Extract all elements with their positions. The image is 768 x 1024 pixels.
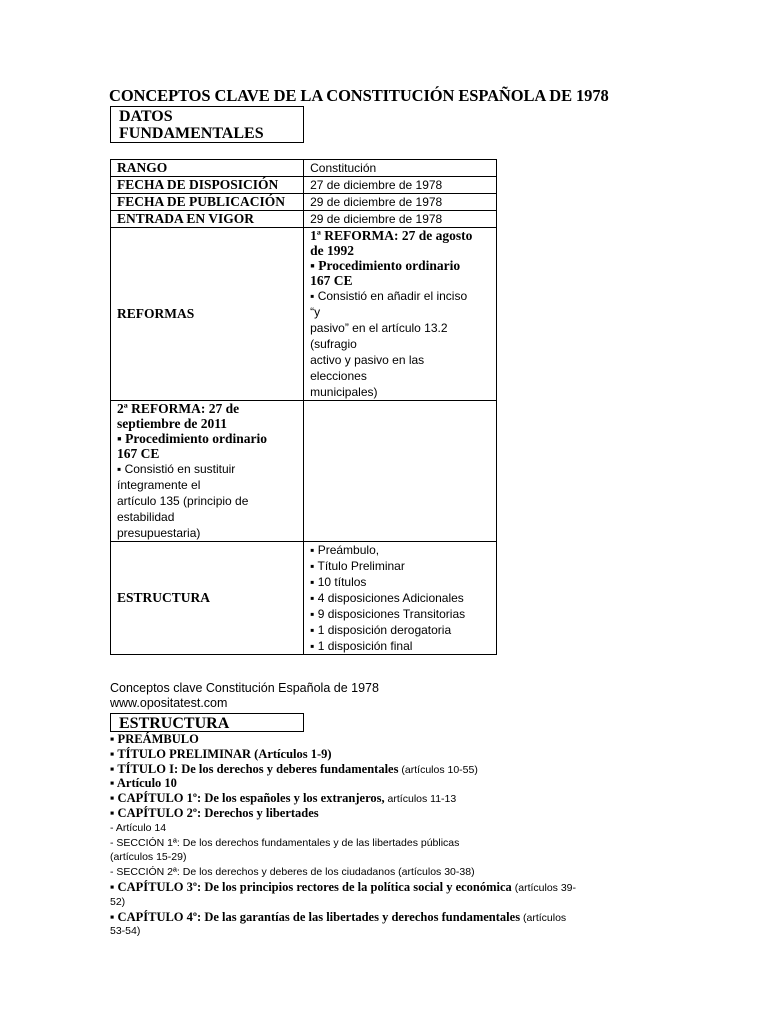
table-row-rango	[111, 160, 497, 177]
reforma1-line: “y	[310, 305, 321, 319]
outline-item-capitulo-3	[110, 880, 610, 895]
estructura-item: ▪ 1 disposición derogatoria	[310, 623, 452, 637]
empty-cell	[304, 401, 497, 542]
reforma2-line: presupuestaria)	[117, 526, 201, 540]
outline-item-articulo-10: ▪ Artículo 10	[110, 776, 177, 791]
datos-fundamentales-heading	[110, 106, 304, 143]
datos-heading-line1: DATOS	[119, 108, 173, 125]
outline-text-plain: (artículos 10-55)	[398, 763, 478, 776]
outline-text-plain: artículos 11-13	[384, 793, 457, 806]
reforma1-line: de 1992	[310, 243, 354, 258]
outline-text-bold: ▪ CAPÍTULO 4º: De las garantías de las libertades y derechos fundamentales	[110, 909, 521, 924]
reforma2-cell	[111, 401, 304, 542]
footer-subtitle: Conceptos clave Constitución Española de 1978	[110, 681, 379, 695]
reforma1-line: activo y pasivo en las	[310, 353, 425, 367]
reforma2-line: ▪ Procedimiento ordinario	[117, 431, 268, 446]
reforma2-line: 167 CE	[117, 446, 160, 461]
reforma1-line: 1ª REFORMA: 27 de agosto	[310, 228, 473, 243]
datos-heading-line2: FUNDAMENTALES	[119, 125, 264, 142]
entrada-vigor-label: ENTRADA EN VIGOR	[111, 211, 304, 228]
reforma1-line: municipales)	[310, 385, 378, 399]
reforma1-line: elecciones	[310, 369, 367, 383]
estructura-items-cell	[304, 542, 497, 655]
reforma2-line: 2ª REFORMA: 27 de	[117, 401, 240, 416]
table-row-estructura	[111, 542, 497, 655]
reforma1-line: pasivo” en el artículo 13.2	[310, 321, 448, 335]
reforma1-cell	[304, 228, 497, 401]
outline-item-seccion-2: - SECCIÓN 2ª: De los derechos y deberes de los ciudadanos (artículos 30-38)	[110, 866, 475, 879]
reforma1-line: (sufragio	[310, 337, 357, 351]
datos-table	[110, 159, 497, 655]
estructura-heading: ESTRUCTURA	[110, 713, 304, 732]
estructura-item: ▪ Preámbulo,	[310, 543, 380, 557]
fecha-publicacion-value: 29 de diciembre de 1978	[304, 194, 497, 211]
reformas-label: REFORMAS	[111, 228, 304, 401]
estructura-item: ▪ Título Preliminar	[310, 559, 405, 573]
table-row-reforma2	[111, 401, 497, 542]
outline-item-capitulo-4	[110, 910, 610, 925]
reforma2-line: ▪ Consistió en sustituir	[117, 462, 236, 476]
rango-value: Constitución	[304, 160, 497, 177]
fecha-disposicion-label: FECHA DE DISPOSICIÓN	[111, 177, 304, 194]
estructura-item: ▪ 1 disposición final	[310, 639, 413, 653]
reforma2-line: íntegramente el	[117, 478, 201, 492]
outline-text-bold: ▪ TÍTULO I: De los derechos y deberes fundamentales	[110, 761, 399, 776]
reforma1-line: 167 CE	[310, 273, 353, 288]
reforma2-line: artículo 135 (principio de	[117, 494, 249, 508]
reforma2-line: septiembre de 2011	[117, 416, 227, 431]
table-row-reformas	[111, 228, 497, 401]
outline-text-bold: ▪ CAPÍTULO 3º: De los principios rectores de la política social y económica	[110, 879, 512, 894]
outline-item-titulo-preliminar: ▪ TÍTULO PRELIMINAR (Artículos 1-9)	[110, 746, 332, 761]
rango-label: RANGO	[111, 160, 304, 177]
estructura-item: ▪ 9 disposiciones Transitorias	[310, 607, 466, 621]
reforma1-line: ▪ Consistió en añadir el inciso	[310, 289, 468, 303]
outline-item-titulo-1	[110, 762, 610, 777]
table-row-fecha-publicacion	[111, 194, 497, 211]
outline-item-seccion-1-range: (artículos 15-29)	[110, 851, 187, 864]
outline-item-capitulo-1	[110, 791, 610, 806]
entrada-vigor-value: 29 de diciembre de 1978	[304, 211, 497, 228]
estructura-outline	[110, 732, 610, 939]
outline-text-bold: ▪ CAPÍTULO 1º: De los españoles y los extranjeros,	[110, 791, 385, 806]
outline-item-seccion-1: - SECCIÓN 1ª: De los derechos fundamentales y de las libertades públicas	[110, 836, 460, 849]
document-title: CONCEPTOS CLAVE DE LA CONSTITUCIÓN ESPAÑOLA DE 1978	[109, 86, 609, 105]
reforma1-line: ▪ Procedimiento ordinario	[310, 258, 461, 273]
outline-text-plain: (artículos	[520, 911, 567, 924]
footer-url[interactable]: www.opositatest.com	[110, 696, 228, 710]
reforma2-line: estabilidad	[117, 510, 175, 524]
outline-item-articulo-14: - Artículo 14	[110, 821, 167, 834]
fecha-publicacion-label: FECHA DE PUBLICACIÓN	[111, 194, 304, 211]
outline-item-capitulo-4-cont: 53-54)	[110, 925, 141, 938]
outline-item-capitulo-2: ▪ CAPÍTULO 2º: Derechos y libertades	[110, 805, 319, 820]
estructura-label: ESTRUCTURA	[111, 542, 304, 655]
table-row-fecha-disposicion	[111, 177, 497, 194]
estructura-item: ▪ 10 títulos	[310, 575, 367, 589]
fecha-disposicion-value: 27 de diciembre de 1978	[304, 177, 497, 194]
outline-item-preambulo: ▪ PREÁMBULO	[110, 732, 199, 746]
estructura-item: ▪ 4 disposiciones Adicionales	[310, 591, 464, 605]
outline-text-plain: (artículos 39-	[511, 881, 577, 894]
table-row-entrada-vigor	[111, 211, 497, 228]
outline-item-capitulo-3-cont: 52)	[110, 895, 126, 908]
